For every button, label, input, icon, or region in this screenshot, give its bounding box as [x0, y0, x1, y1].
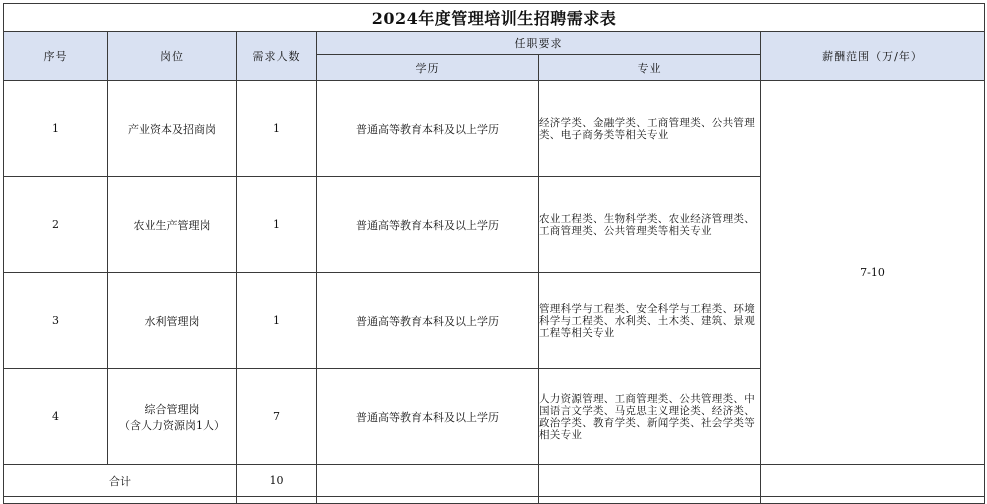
trailing-cell	[761, 497, 985, 504]
row-index: 2	[4, 177, 108, 273]
total-label: 合计	[4, 465, 237, 497]
position-name: 综合管理岗	[144, 402, 200, 416]
row-index: 4	[4, 369, 108, 465]
total-empty-salary	[761, 465, 985, 497]
recruitment-table	[3, 3, 985, 504]
trailing-cell	[237, 497, 317, 504]
header-education: 学历	[317, 55, 539, 81]
position-note: （含人力资源岗1人）	[119, 418, 225, 432]
header-salary: 薪酬范围（万/年）	[761, 32, 985, 81]
header-count: 需求人数	[237, 32, 317, 81]
row-count: 1	[237, 81, 317, 177]
table-row	[4, 81, 985, 177]
total-empty-education	[317, 465, 539, 497]
position-name: 产业资本及招商岗	[128, 122, 216, 136]
row-position	[108, 369, 237, 465]
position-name: 水利管理岗	[144, 314, 200, 328]
total-empty-major	[539, 465, 761, 497]
row-count: 1	[237, 177, 317, 273]
total-row	[4, 465, 985, 497]
row-position	[108, 177, 237, 273]
position-name: 农业生产管理岗	[133, 218, 211, 232]
row-position	[108, 273, 237, 369]
row-major: 管理科学与工程类、安全科学与工程类、环境科学与工程类、水利类、土木类、建筑、景观工程等相关专业	[539, 273, 761, 369]
row-education: 普通高等教育本科及以上学历	[317, 177, 539, 273]
header-requirements: 任职要求	[317, 32, 761, 55]
trailing-cell	[4, 497, 237, 504]
row-count: 7	[237, 369, 317, 465]
row-education: 普通高等教育本科及以上学历	[317, 273, 539, 369]
row-major: 人力资源管理、工商管理类、公共管理类、中国语言文学类、马克思主义理论类、经济类、政治学类、教育学类、新闻学类、社会学类等相关专业	[539, 369, 761, 465]
header-position: 岗位	[108, 32, 237, 81]
header-index: 序号	[4, 32, 108, 81]
row-count: 1	[237, 273, 317, 369]
row-position	[108, 81, 237, 177]
trailing-cell	[317, 497, 539, 504]
row-education: 普通高等教育本科及以上学历	[317, 81, 539, 177]
table-title: 2024年度管理培训生招聘需求表	[4, 4, 985, 32]
row-education: 普通高等教育本科及以上学历	[317, 369, 539, 465]
header-major: 专业	[539, 55, 761, 81]
row-index: 3	[4, 273, 108, 369]
salary-range: 7-10	[761, 81, 985, 465]
total-count: 10	[237, 465, 317, 497]
row-major: 农业工程类、生物科学类、农业经济管理类、工商管理类、公共管理类等相关专业	[539, 177, 761, 273]
trailing-row	[4, 497, 985, 504]
row-major: 经济学类、金融学类、工商管理类、公共管理类、电子商务类等相关专业	[539, 81, 761, 177]
row-index: 1	[4, 81, 108, 177]
trailing-cell	[539, 497, 761, 504]
